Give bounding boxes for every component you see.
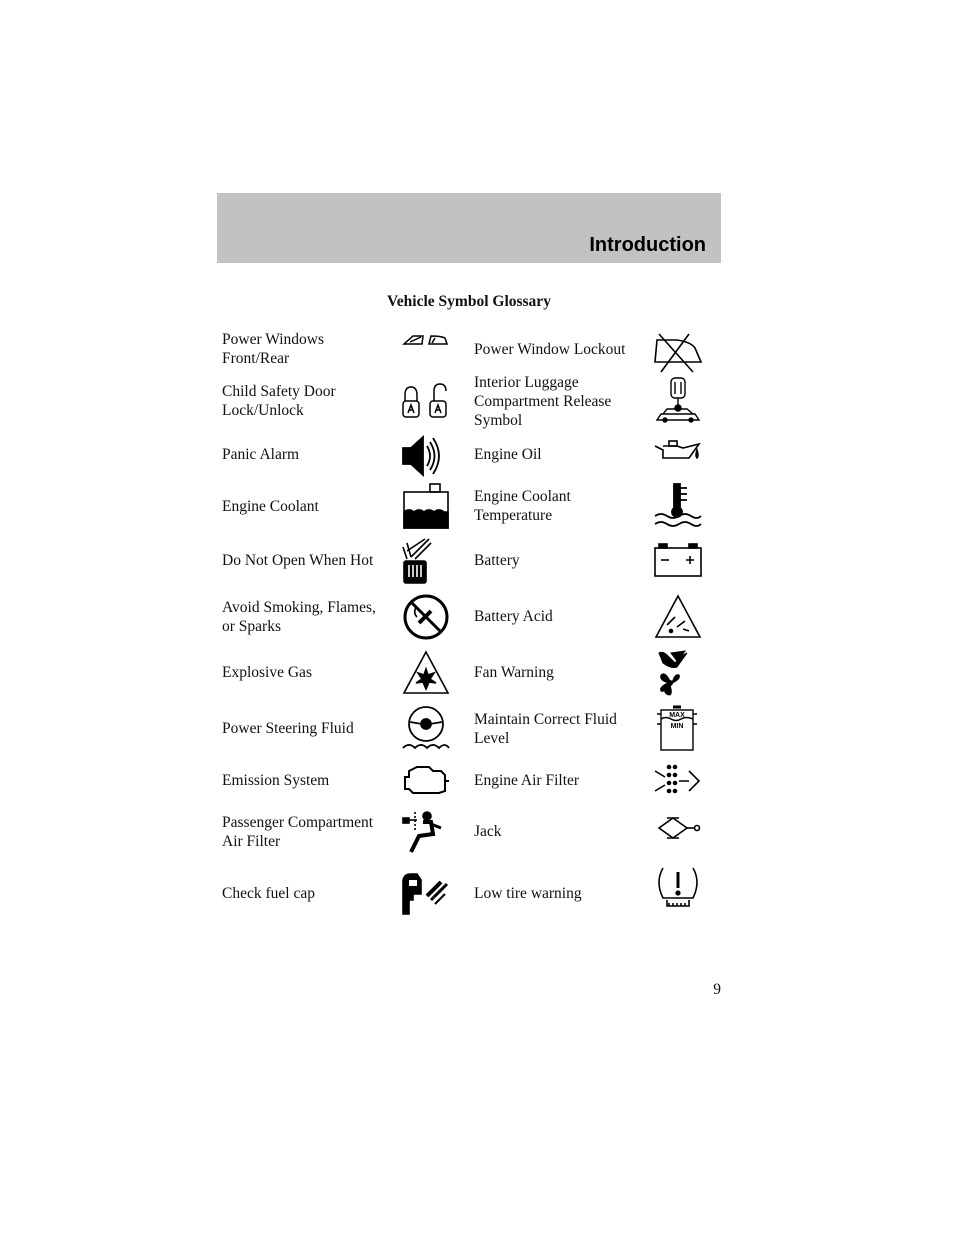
explosive-gas-icon: [401, 649, 451, 697]
label-fluid-level: Maintain Correct Fluid Level: [474, 711, 617, 747]
label-do-not-open-hot: Do Not Open When Hot: [222, 552, 374, 569]
coolant-temperature-icon: [653, 482, 703, 530]
jack-icon: [653, 808, 703, 856]
label-battery: Battery: [474, 552, 520, 569]
label-emission-system: Emission System: [222, 772, 330, 789]
power-windows-icon: [401, 326, 451, 374]
engine-air-filter-icon: [653, 757, 703, 805]
fuel-cap-icon: [401, 868, 451, 916]
label-engine-air-filter: Engine Air Filter: [474, 772, 580, 789]
do-not-open-hot-icon: [401, 537, 451, 585]
fluid-level-icon: [653, 704, 703, 752]
label-no-smoking: Avoid Smoking, Flames, or Sparks: [222, 599, 376, 635]
label-engine-oil: Engine Oil: [474, 446, 542, 463]
power-window-lockout-icon: [653, 326, 703, 374]
label-fuel-cap: Check fuel cap: [222, 885, 315, 902]
fluid-min-text: MIN: [670, 723, 684, 730]
panic-alarm-icon: [401, 432, 451, 480]
label-trunk-release: Interior Luggage Compartment Release Symbol: [474, 374, 612, 429]
engine-coolant-icon: [401, 482, 451, 530]
fluid-max-text: MAX: [669, 712, 685, 719]
label-power-window-lockout: Power Window Lockout: [474, 341, 626, 358]
label-cabin-air-filter: Passenger Compartment Air Filter: [222, 814, 374, 850]
label-power-steering: Power Steering Fluid: [222, 720, 354, 737]
page-number: 9: [713, 981, 721, 998]
section-header-band: [217, 193, 721, 263]
label-panic-alarm: Panic Alarm: [222, 446, 300, 463]
battery-acid-icon: [653, 593, 703, 641]
label-explosive-gas: Explosive Gas: [222, 664, 312, 681]
label-child-safety: Child Safety Door Lock/Unlock: [222, 383, 336, 419]
glossary-title: Vehicle Symbol Glossary: [387, 293, 551, 310]
label-low-tire-warning: Low tire warning: [474, 885, 582, 902]
battery-icon: [653, 538, 703, 586]
low-tire-warning-icon: [653, 862, 703, 910]
label-engine-coolant: Engine Coolant: [222, 498, 319, 515]
label-coolant-temperature: Engine Coolant Temperature: [474, 488, 571, 524]
emission-system-icon: [401, 757, 451, 805]
label-battery-acid: Battery Acid: [474, 608, 553, 625]
trunk-release-icon: [653, 376, 703, 424]
engine-oil-icon: [653, 432, 703, 480]
label-jack: Jack: [474, 823, 502, 840]
label-fan-warning: Fan Warning: [474, 664, 554, 681]
child-safety-lock-icon: [401, 381, 451, 429]
section-title: Introduction: [589, 234, 706, 256]
label-power-windows: Power Windows Front/Rear: [222, 331, 324, 367]
power-steering-fluid-icon: [401, 704, 451, 752]
fan-warning-icon: [653, 649, 703, 697]
cabin-air-filter-icon: [401, 808, 451, 856]
no-smoking-icon: [401, 593, 451, 641]
